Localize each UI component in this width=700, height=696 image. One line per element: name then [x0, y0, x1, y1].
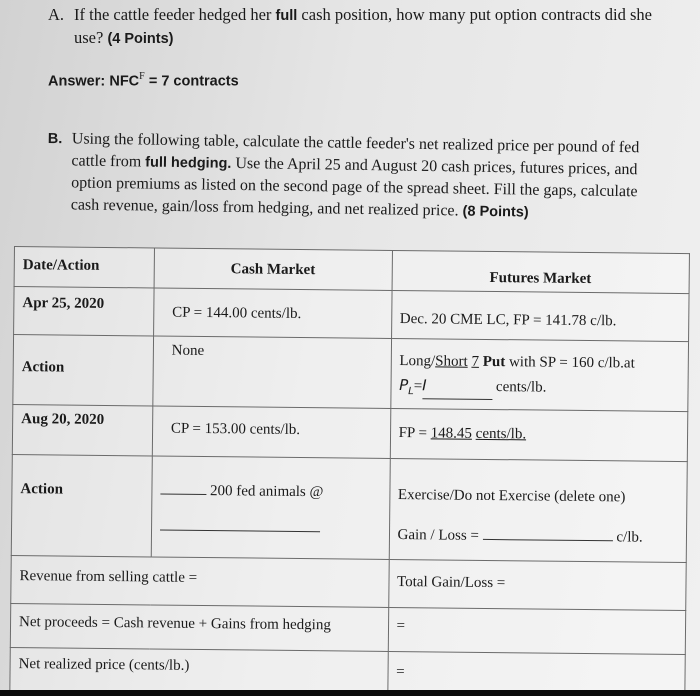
part-a-bold: full	[275, 8, 298, 24]
apr-cash-price[interactable]: CP = 144.00 cents/lb.	[153, 288, 391, 338]
part-b-label: B.	[47, 130, 63, 148]
aug-cash-price[interactable]: CP = 153.00 cents/lb.	[152, 406, 390, 458]
premium-sub: L	[408, 386, 414, 398]
aug-fp-value: 148.45	[430, 425, 473, 442]
long-option: Long/	[399, 353, 436, 370]
aug-action-futures[interactable]	[389, 458, 687, 562]
part-a-text-3: use?	[74, 28, 104, 47]
part-b-points: (8 Points)	[462, 203, 529, 221]
exercise-choice: Exercise/Do not Exercise (delete one)	[397, 487, 626, 506]
aug-fp-unit: cents/lb.	[475, 425, 527, 443]
answer-value: NFC	[109, 73, 140, 90]
gain-loss-label: Gain / Loss =	[397, 527, 480, 544]
revenue-label[interactable]: Revenue from selling cattle =	[11, 555, 389, 607]
answer-label: Answer:	[48, 73, 106, 90]
premium-blank[interactable]	[422, 373, 492, 400]
part-a-answer	[48, 66, 239, 93]
part-b-line-3: option premiums as listed on the second page of the spread sheet. Fill the gaps, calculate	[71, 174, 638, 201]
header-futures-market: Futures Market	[392, 250, 690, 293]
apr-action-cash[interactable]: None	[153, 336, 391, 408]
head-count-blank[interactable]	[160, 494, 206, 495]
part-a-label: A.	[48, 5, 65, 24]
net-proceeds-label: Net proceeds = Cash revenue + Gains from hedging	[10, 603, 388, 651]
part-b-line-2-bold: full hedging.	[145, 154, 232, 172]
answer-rest: = 7 contracts	[148, 73, 239, 90]
aug-date: Aug 20, 2020	[12, 404, 152, 455]
part-b-line-4: cash revenue, gain/loss from hedging, and net realized price.	[70, 196, 459, 220]
gain-loss-blank[interactable]	[483, 539, 613, 541]
net-price-label: Net realized price (cents/lb.)	[10, 647, 388, 695]
total-gain-loss[interactable]: Total Gain/Loss =	[388, 559, 686, 610]
aug-action-cash[interactable]	[151, 456, 390, 559]
net-proceeds-value[interactable]: =	[388, 607, 686, 654]
price-blank[interactable]	[160, 530, 320, 533]
part-a-text-1: If the cattle feeder hedged her	[74, 5, 272, 24]
table-row-aug-action	[11, 454, 687, 562]
header-cash-market: Cash Market	[154, 248, 392, 290]
aug-action-label: Action	[11, 454, 152, 556]
answer-sup: F	[139, 71, 145, 82]
part-a-text-2: cash position, how many put option contracts did she	[301, 5, 652, 24]
strike-price: with SP = 160 c/lb.at	[508, 354, 635, 372]
aug-futures-price[interactable]	[390, 408, 688, 461]
fed-animals-text: 200 fed animals @	[209, 483, 324, 501]
gain-loss-unit: c/lb.	[616, 529, 643, 546]
table-row-aug	[12, 404, 687, 461]
table-row-net-proceeds	[10, 603, 685, 654]
table-row-revenue	[11, 555, 686, 610]
header-date-action: Date/Action	[14, 247, 154, 288]
premium-mark: I	[422, 376, 427, 395]
part-b-question	[47, 128, 698, 226]
put-label: Put	[482, 353, 506, 371]
part-a-points: (4 Points)	[107, 31, 174, 47]
part-b-line-2a: cattle from	[71, 152, 142, 171]
premium-unit: cents/lb.	[495, 379, 547, 396]
part-b-line-1: Using the following table, calculate the cattle feeder's net realized price per pound of fed	[71, 130, 640, 157]
bottom-edge	[0, 690, 700, 696]
table-header-row	[14, 247, 689, 294]
apr-action-futures[interactable]	[390, 338, 688, 411]
part-a-question	[48, 4, 688, 50]
premium-label: P	[399, 376, 409, 395]
apr-action-label: Action	[13, 335, 154, 406]
premium-eq: =	[413, 378, 423, 395]
table-row-apr-action	[13, 335, 689, 412]
apr-date: Apr 25, 2020	[14, 287, 154, 336]
hedging-table	[9, 246, 690, 696]
part-b-line-2b: Use the April 25 and August 20 cash prices, futures prices, and	[235, 154, 638, 179]
contract-count: 7	[471, 353, 480, 370]
aug-fp-label: FP =	[398, 425, 428, 442]
table-row-apr	[14, 287, 689, 342]
apr-futures-price[interactable]: Dec. 20 CME LC, FP = 141.78 c/lb.	[391, 290, 689, 341]
net-price-value[interactable]: =	[387, 651, 685, 696]
short-option: Short	[435, 353, 468, 370]
table-row-net-price	[10, 647, 685, 696]
